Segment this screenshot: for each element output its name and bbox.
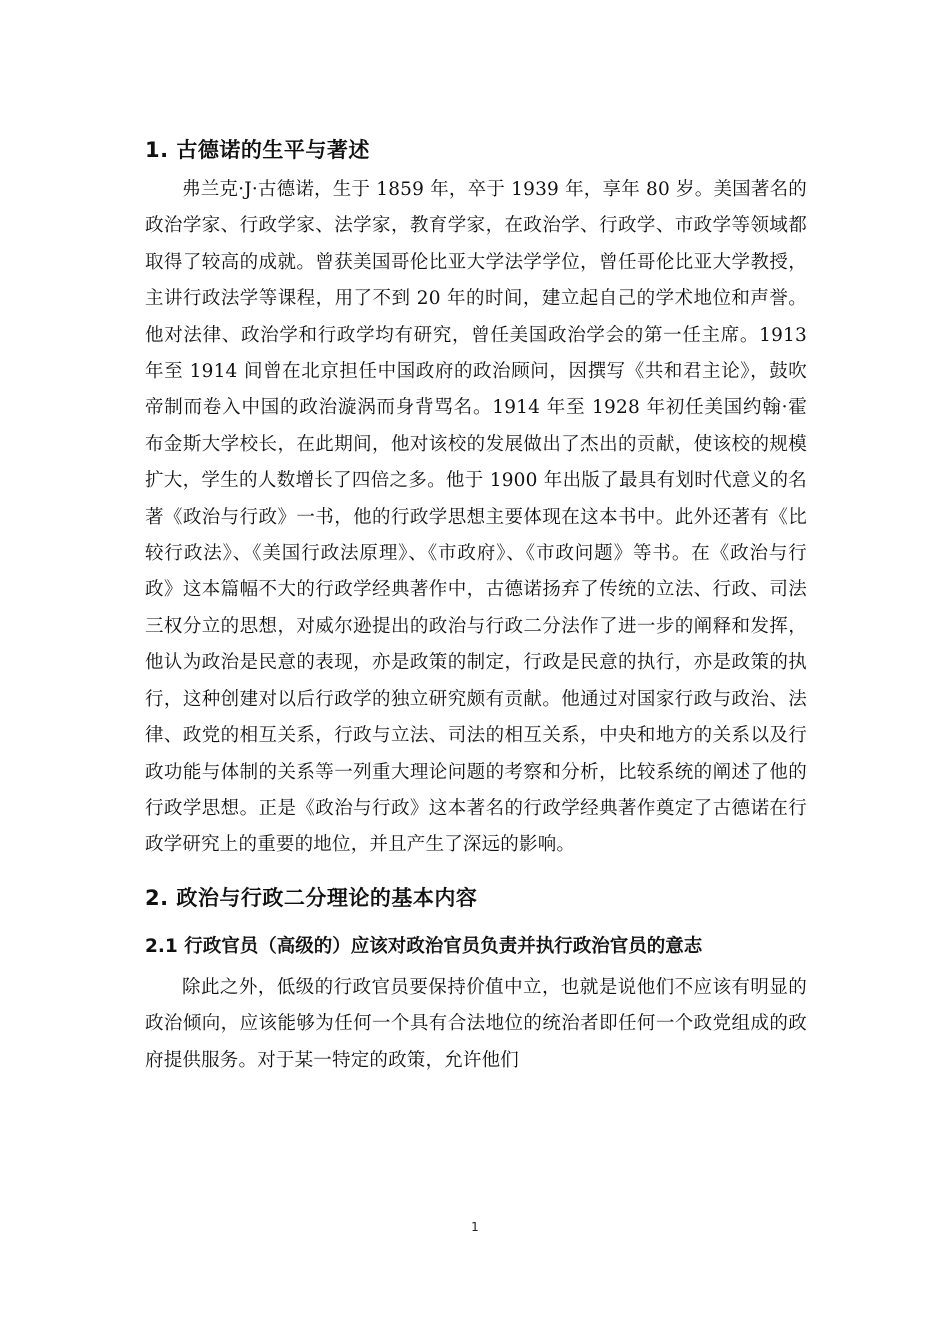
page-number: 1: [471, 1220, 479, 1234]
page-content: [145, 128, 807, 1079]
section-heading-1: 1. 古德诺的生平与著述: [145, 138, 370, 162]
section-heading-2: 2. 政治与行政二分理论的基本内容: [145, 885, 478, 910]
body-paragraph-biography: 弗兰克·J·古德诺，生于 1859 年，卒于 1939 年，享年 80 岁。美国著名的政治学家、行政学家、法学家，教育学家，在政治学、行政学、市政学等领域都取得了较高的成就。曾获美国哥伦比亚大学法学学位，曾任哥伦比亚大学教授，主讲行政法学等课程，用了不到 20 年的时间，建立起自己的学术地位和声誉。他对法律、政治学和行政学均有研究，曾任美国政治学会的第一任主席。1913 年至 1914 间曾在北京担任中国政府的政治顾问，因撰写《共和君主论》，鼓吹帝制而卷入中国的政治漩涡而身背骂名。1914 年至 1928 年初任美国约翰·霍布金斯大学校长，在此期间，他对该校的发展做出了杰出的贡献，使该校的规模扩大，学生的人数增长了四倍之多。他于 1900 年出版了最具有划时代意义的名著《政治与行政》一书，他的行政学思想主要体现在这本书中。此外还著有《比较行政法》、《美国行政法原理》、《市政府》、《市政问题》等书。在《政治与行政》这本篇幅不大的行政学经典著作中，古德诺扬弃了传统的立法、行政、司法三权分立的思想，对威尔逊提出的政治与行政二分法作了进一步的阐释和发挥，他认为政治是民意的表现，亦是政策的制定，行政是民意的执行，亦是政策的执行，这种创建对以后行政学的独立研究颇有贡献。他通过对国家行政与政治、法律、政党的相互关系，行政与立法、司法的相互关系，中央和地方的关系以及行政功能与体制的关系等一列重大理论问题的考察和分析，比较系统的阐述了他的行政学思想。正是《政治与行政》这本著名的行政学经典著作奠定了古德诺在行政学研究上的重要的地位，并且产生了深远的影响。: [145, 179, 807, 856]
subsection-heading-2-1: 2.1 行政官员（高级的）应该对政治官员负责并执行政治官员的意志: [145, 935, 703, 957]
body-paragraph-2-1: 除此之外，低级的行政官员要保持价值中立，也就是说他们不应该有明显的政治倾向，应该能够为任何一个具有合法地位的统治者即任何一个政党组成的政府提供服务。对于某一特定的政策，允许他们: [145, 976, 807, 1071]
